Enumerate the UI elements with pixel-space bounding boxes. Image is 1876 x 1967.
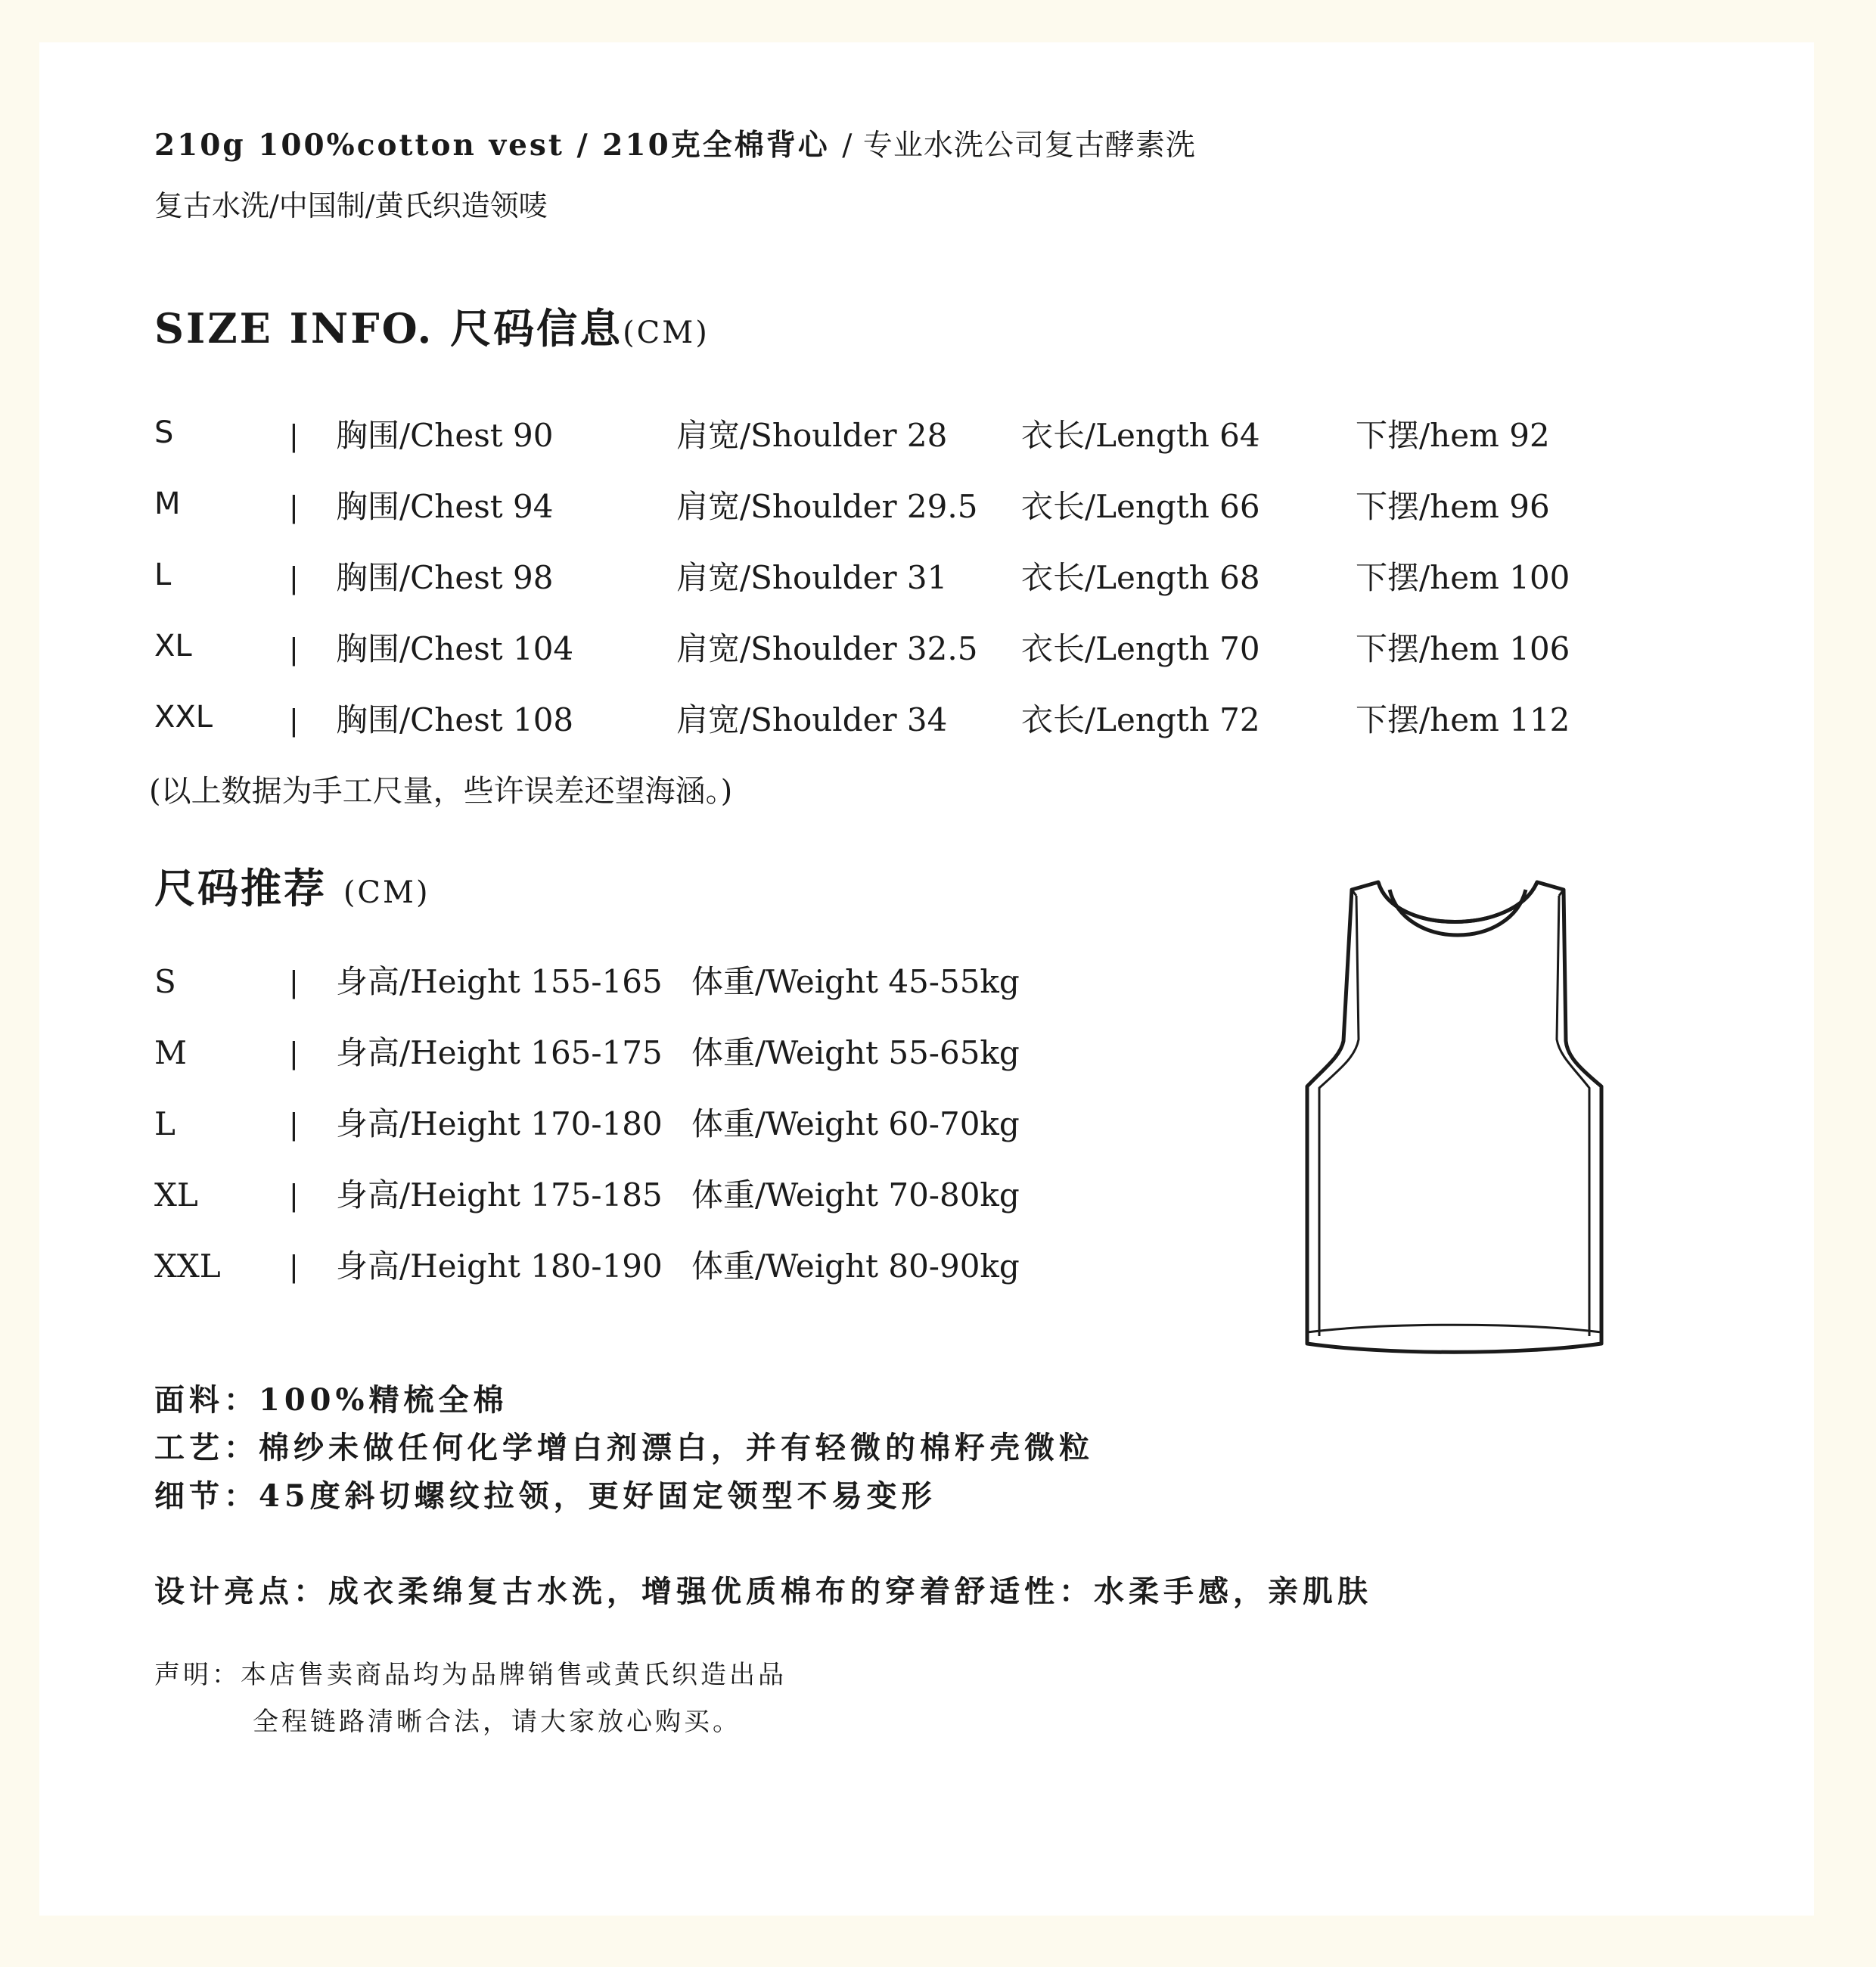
intro-line-1 [154,124,1196,167]
chest-value: 胸围/Chest 94 [336,488,554,525]
size-info-title-text: SIZE INFO. 尺码信息 [154,304,623,353]
fabric-line: 面料：100%精梳全棉 [154,1382,508,1418]
statement-line-2: 全程链路清晰合法，请大家放心购买。 [253,1707,741,1737]
height-range: 身高/Height 170-180 [336,1105,663,1142]
shoulder-value: 肩宽/Shoulder 34 [676,701,948,738]
weight-range: 体重/Weight 55-65kg [691,1034,1020,1071]
hem-value: 下摆/hem 100 [1356,559,1570,596]
hem-value: 下摆/hem 106 [1356,630,1570,667]
chest-value: 胸围/Chest 98 [336,559,554,596]
separator: | [289,965,299,999]
rec-size-label: XXL [154,1248,221,1285]
separator: | [289,1036,299,1070]
weight-range: 体重/Weight 60-70kg [691,1105,1020,1142]
length-value: 衣长/Length 70 [1021,630,1260,667]
craft-line: 工艺：棉纱未做任何化学增白剂漂白，并有轻微的棉籽壳微粒 [154,1430,1094,1465]
hem-value: 下摆/hem 112 [1356,701,1570,738]
separator: | [289,419,299,452]
size-label: XXL [154,700,213,735]
detail-line: 细节：45度斜切螺纹拉领，更好固定领型不易变形 [154,1478,936,1514]
tank-top-icon [1295,837,1613,1366]
size-label: M [154,486,181,521]
chest-value: 胸围/Chest 104 [336,630,574,667]
rec-size-label: S [154,963,176,1000]
chest-value: 胸围/Chest 108 [336,701,574,738]
chest-value: 胸围/Chest 90 [336,417,554,454]
size-info-unit: (CM) [623,315,710,350]
rec-size-label: XL [154,1176,198,1213]
rec-size-label: L [154,1105,175,1142]
shoulder-value: 肩宽/Shoulder 32.5 [676,630,978,667]
size-note: (以上数据为手工尺量，些许误差还望海涵。) [149,774,733,809]
content-card [39,42,1814,1916]
size-info-title [154,300,710,362]
size-label: L [154,558,172,592]
size-recommend-unit: (CM) [343,875,430,910]
separator: | [289,632,299,666]
weight-range: 体重/Weight 45-55kg [691,963,1020,1000]
hem-value: 下摆/hem 96 [1356,488,1550,525]
statement-line-1: 声明：本店售卖商品均为品牌销售或黄氏织造出品 [154,1660,787,1690]
size-label: S [154,415,174,450]
separator: | [289,561,299,595]
separator: | [289,490,299,524]
separator: | [289,1250,299,1283]
height-range: 身高/Height 155-165 [336,963,663,1000]
height-range: 身高/Height 180-190 [336,1248,663,1285]
length-value: 衣长/Length 66 [1021,488,1260,525]
length-value: 衣长/Length 64 [1021,417,1260,454]
shoulder-value: 肩宽/Shoulder 28 [676,417,948,454]
height-range: 身高/Height 165-175 [336,1034,663,1071]
length-value: 衣长/Length 68 [1021,559,1260,596]
shoulder-value: 肩宽/Shoulder 31 [676,559,948,596]
height-range: 身高/Height 175-185 [336,1176,663,1213]
size-recommend-title-text: 尺码推荐 [154,864,327,912]
intro-light: / 专业水洗公司复古酵素洗 [842,129,1196,163]
size-label: XL [154,629,192,663]
separator: | [289,704,299,737]
length-value: 衣长/Length 72 [1021,701,1260,738]
highlight-line: 设计亮点：成衣柔绵复古水洗，增强优质棉布的穿着舒适性：水柔手感，亲肌肤 [154,1574,1372,1609]
intro-line-2: 复古水洗/中国制/黄氏织造领唛 [154,189,548,222]
weight-range: 体重/Weight 70-80kg [691,1176,1020,1213]
intro-bold: 210g 100%cotton vest / 210克全棉背心 [154,128,843,163]
rec-size-label: M [154,1034,188,1071]
separator: | [289,1108,299,1141]
separator: | [289,1179,299,1212]
weight-range: 体重/Weight 80-90kg [691,1248,1020,1285]
hem-value: 下摆/hem 92 [1356,417,1550,454]
shoulder-value: 肩宽/Shoulder 29.5 [676,488,978,525]
size-recommend-title [154,859,430,921]
